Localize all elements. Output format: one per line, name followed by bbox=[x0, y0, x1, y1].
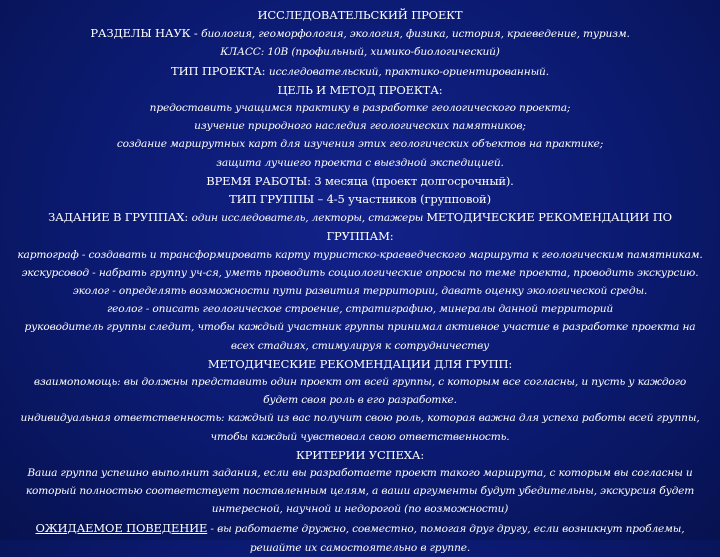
project-type-line bbox=[6, 62, 714, 81]
methods-heading-for-groups: МЕТОДИЧЕСКИЕ РЕКОМЕНДАЦИИ ДЛЯ ГРУПП: bbox=[207, 356, 513, 371]
group-type-line: ТИП ГРУППЫ – 4-5 участников (групповой) bbox=[229, 192, 491, 207]
sections-label: РАЗДЕЛЫ НАУК - bbox=[90, 26, 202, 41]
tasks-value: один исследователь, лекторы, стажеры bbox=[191, 212, 427, 225]
responsibility-text: индивидуальная ответственность: каждый из вас получит свою роль, которая важна для успеха работы всей группы, чтобы каждый чувствовал свою ответственность. bbox=[20, 412, 700, 443]
role-cartographer: картограф - создавать и трансформировать карту туристско-краеведческого маршрута к геологическим памятникам. bbox=[17, 248, 703, 261]
goal-item: создание маршрутных карт для изучения этих геологических объектов на практике; bbox=[116, 138, 604, 151]
type-label: ТИП ПРОЕКТА: bbox=[171, 63, 269, 78]
sections-value: биология, геоморфология, экология, физика, история, краеведение, туризм. bbox=[201, 28, 630, 41]
role-ecologist: эколог - определять возможности пути развития территории, давать оценку экологической среды. bbox=[72, 285, 648, 298]
time-line: ВРЕМЯ РАБОТЫ: 3 месяца (проект долгосрочный). bbox=[206, 173, 514, 188]
role-guide: экскурсовод - набрать группу уч-ся, уметь проводить социологические опросы по теме проекта, проводить экскурсию. bbox=[21, 266, 699, 279]
role-leader: руководитель группы следит, чтобы каждый участник группы принимал активное участие в разработке проекта на всех стадиях, стимулируя к сотрудничеству bbox=[24, 321, 696, 352]
project-title: ИССЛЕДОВАТЕЛЬСКИЙ ПРОЕКТ bbox=[257, 8, 463, 22]
goal-item: изучение природного наследия геологических памятников; bbox=[194, 120, 526, 133]
behavior-paragraph bbox=[6, 519, 714, 557]
goal-heading: ЦЕЛЬ И МЕТОД ПРОЕКТА: bbox=[277, 82, 443, 97]
goal-item: предоставить учащимся практику в разработке геологического проекта; bbox=[149, 102, 571, 115]
behavior-text: - вы работаете дружно, совместно, помогая друг другу, если возникнут проблемы, решайте их самостоятельно в группе. bbox=[207, 522, 685, 554]
behavior-label: ОЖИДАЕМОЕ ПОВЕДЕНИЕ bbox=[35, 520, 208, 535]
criteria-text: Ваша группа успешно выполнит задания, если вы разработаете проект такого маршрута, с которым вы согласны и который полностью соответствует поставленным целям, а ваши аргументы будут убедительны, экскурсия будет интересной, научной и недорогой (по возможности) bbox=[25, 467, 695, 516]
mutual-help-text: взаимопомощь: вы должны представить один проект от всей группы, с которым все согласны, и пусть у каждого будет своя роль в его разработке. bbox=[33, 376, 687, 407]
tasks-label: ЗАДАНИЕ В ГРУППАХ: bbox=[48, 210, 192, 225]
role-geologist: геолог - описать геологическое строение, стратиграфию, минералы данной территорий bbox=[106, 303, 614, 316]
goal-item: защита лучшего проекта с выездной экспедицией. bbox=[216, 156, 504, 169]
sections-line bbox=[6, 24, 714, 43]
criteria-heading: КРИТЕРИИ УСПЕХА: bbox=[295, 447, 425, 462]
class-line: КЛАСС: 10В (профильный, химико-биологический) bbox=[220, 46, 500, 59]
methods-heading-groups: МЕТОДИЧЕСКИЕ РЕКОМЕНДАЦИИ ПО ГРУППАМ: bbox=[326, 210, 672, 244]
type-value: исследовательский, практико-ориентированный. bbox=[268, 65, 549, 78]
tasks-paragraph bbox=[6, 208, 714, 245]
